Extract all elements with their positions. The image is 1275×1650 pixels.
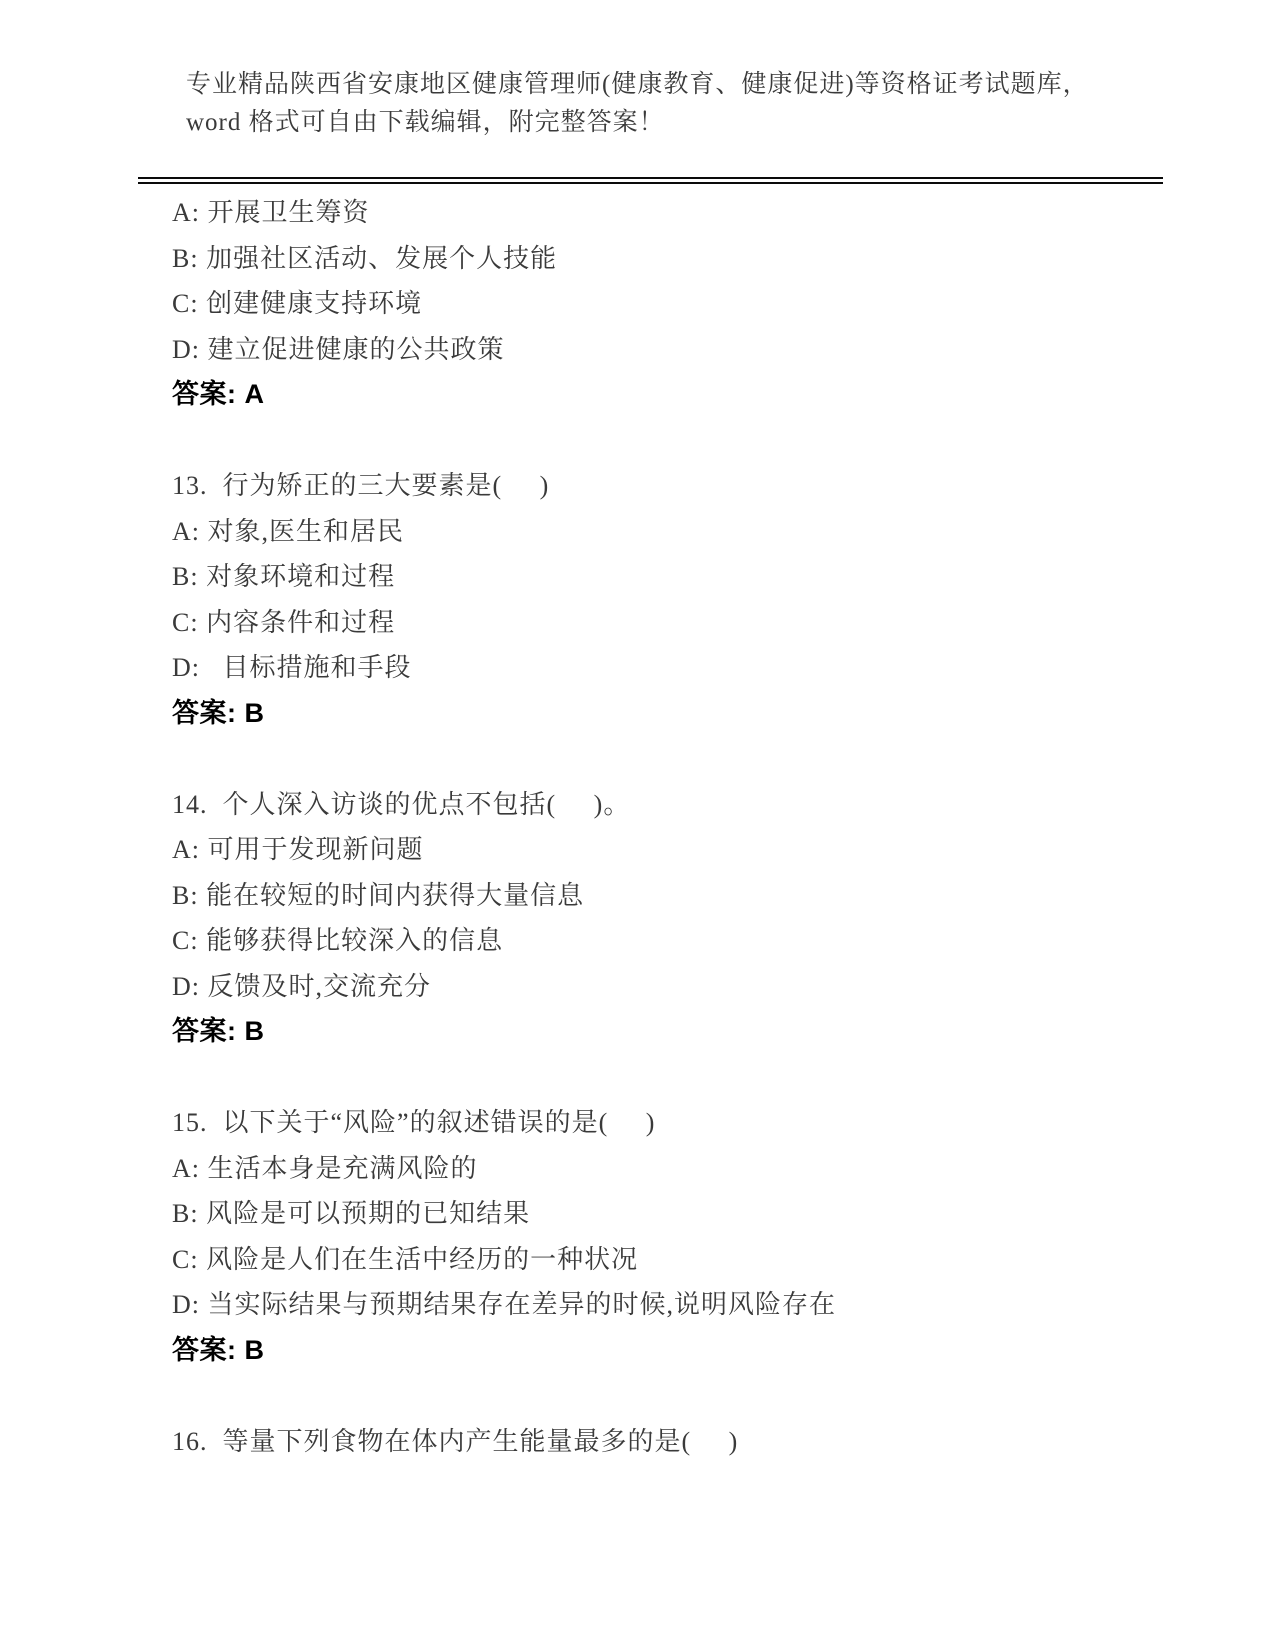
page-header (186, 66, 1146, 142)
option-15-d: D: 当实际结果与预期结果存在差异的时候,说明风险存在 (172, 1290, 837, 1319)
question-block-12 (172, 190, 1152, 418)
question-list (172, 190, 1152, 1464)
question-block-13 (172, 463, 1152, 736)
option-13-d: D: 目标措施和手段 (172, 653, 412, 682)
option-15-b: B: 风险是可以预期的已知结果 (172, 1199, 531, 1228)
question-13-text: 13. 行为矫正的三大要素是( ) (172, 471, 550, 500)
question-16-text: 16. 等量下列食物在体内产生能量最多的是( ) (172, 1426, 739, 1456)
option-14-a: A: 可用于发现新问题 (172, 835, 424, 864)
option-14-b: B: 能在较短的时间内获得大量信息 (172, 880, 585, 910)
option-15-a: A: 生活本身是充满风险的 (172, 1153, 478, 1183)
question-block-14 (172, 782, 1152, 1055)
option-12-b: B: 加强社区活动、发展个人技能 (172, 243, 558, 273)
answer-13: 答案: B (172, 697, 265, 728)
option-13-b: B: 对象环境和过程 (172, 562, 396, 591)
option-15-c: C: 风险是人们在生活中经历的一种状况 (172, 1244, 639, 1274)
question-15-text: 15. 以下关于“风险”的叙述错误的是( ) (172, 1108, 656, 1137)
option-12-a: A: 开展卫生筹资 (172, 198, 370, 227)
option-14-c: C: 能够获得比较深入的信息 (172, 926, 504, 955)
option-13-c: C: 内容条件和过程 (172, 607, 396, 637)
option-14-d: D: 反馈及时,交流充分 (172, 971, 432, 1001)
option-12-c: C: 创建健康支持环境 (172, 289, 423, 318)
option-12-d: D: 建立促进健康的公共政策 (172, 334, 505, 364)
header-line-2: word 格式可自由下载编辑，附完整答案！ (186, 109, 665, 136)
answer-14: 答案: B (172, 1016, 265, 1046)
question-14-text: 14. 个人深入访谈的优点不包括( )。 (172, 789, 631, 819)
option-13-a: A: 对象,医生和居民 (172, 516, 405, 546)
header-divider-rule (138, 177, 1163, 184)
question-block-15 (172, 1100, 1152, 1373)
question-block-16 (172, 1419, 1152, 1465)
header-line-1: 专业精品陕西省安康地区健康管理师(健康教育、健康促进)等资格证考试题库， (186, 71, 1089, 98)
answer-15: 答案: B (172, 1334, 265, 1365)
answer-12: 答案: A (172, 379, 265, 409)
